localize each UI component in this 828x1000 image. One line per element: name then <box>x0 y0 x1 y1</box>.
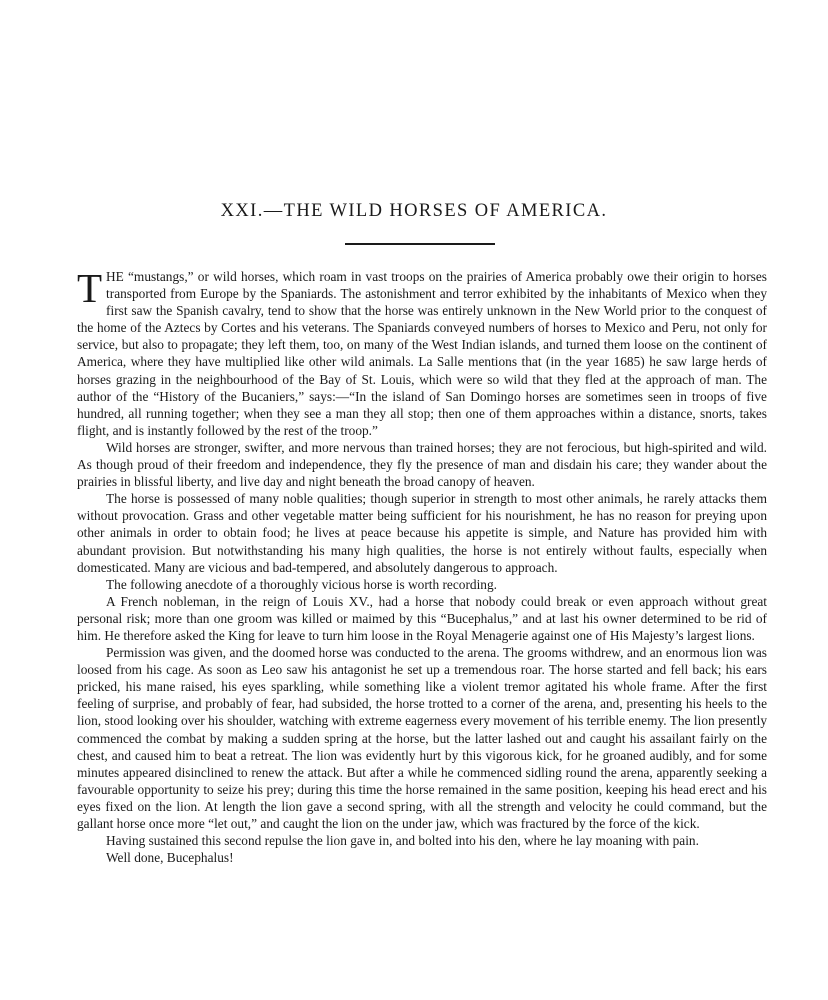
paragraph-7: Having sustained this second repulse the lion gave in, and bolted into his den, where he lay moaning with pain. <box>106 833 699 849</box>
paragraph-1-text: HE “mustangs,” or wild horses, which roam in vast troops on the prairies of America probably owe their origin to horses transported from Europe by the Spaniards. The astonishment and terror exhibited by the inhabitants of Mexico when they first saw the Spanish cavalry, tend to show that the horse was entirely unknown in the New World prior to the conquest of the home of the Aztecs by Cortes and his veterans. The Spaniards conveyed numbers of horses to Mexico and Peru, not only for service, but also to propagate; they left them, too, on many of the West Indian islands, and turned them loose on the continent of America, where they have multiplied like other wild animals. La Salle mentions that (in the year 1685) he saw large herds of horses grazing in the neighbourhood of the Bay of St. Louis, which were so wild that they fled at the approach of man. The author of the “History of the Bucaniers,” says:—“In the island of San Domingo horses are sometimes seen in troops of five hundred, all running together; when they see a man they all stop; then one of them approaches within a distance, snorts, takes flight, and is instantly followed by the rest of the troop.” <box>77 269 767 438</box>
drop-cap: T <box>77 265 103 311</box>
chapter-title: XXI.—THE WILD HORSES OF AMERICA. <box>220 201 608 221</box>
paragraph-6: Permission was given, and the doomed horse was conducted to the arena. The grooms withdrew, and an enormous lion was loosed from his cage. As soon as Leo saw his antagonist he set up a tremendous roar. The horse started and fell back; his ears pricked, his mane raised, his eyes sparkling, while something like a violent tremor agitated his whole frame. After the first feeling of surprise, and probably of fear, had subsided, the horse trotted to a corner of the arena, and, presenting his heels to the lion, stood looking over his shoulder, watching with extreme eagerness every movement of his terrible enemy. The lion presently commenced the combat by making a sudden spring at the horse, but the latter lashed out and caught his assailant fairly on the chest, and caused him to beat a retreat. The lion was evidently hurt by this vigorous kick, for he groaned audibly, and for some minutes appeared disinclined to renew the attack. But after a while he commenced sidling round the arena, apparently seeking a favourable opportunity to seize his prey; during this time the horse remained in the same position, keeping his head erect and his eyes fixed on the lion. At length the lion gave a second spring, with all the strength and velocity he could command, but the gallant horse once more “let out,” and caught the lion on the under jaw, which was fractured by the force of the kick. <box>77 645 767 831</box>
title-divider <box>345 243 495 245</box>
paragraph-1 <box>77 265 767 439</box>
paragraph-8: Well done, Bucephalus! <box>106 850 234 866</box>
paragraph-5: A French nobleman, in the reign of Louis XV., had a horse that nobody could break or even approach without great personal risk; more than one groom was killed or maimed by this “Bucephalus,” and at last his owner determined to be rid of him. He therefore asked the King for leave to turn him loose in the Royal Menagerie against one of His Majesty’s largest lions. <box>77 593 767 643</box>
paragraph-4: The following anecdote of a thoroughly vicious horse is worth recording. <box>106 576 497 592</box>
chapter-body <box>77 265 767 866</box>
paragraph-3: The horse is possessed of many noble qualities; though superior in strength to most other animals, he rarely attacks them without provocation. Grass and other vegetable matter being sufficient for his nourishment, he has no reason for preying upon other animals in order to obtain food; he lives at peace because his appetite is simple, and Nature has provided him with abundant provision. But notwithstanding his many high qualities, the horse is not entirely without faults, especially when domesticated. Many are vicious and bad-tempered, and absolutely dangerous to approach. <box>77 491 767 575</box>
paragraph-2: Wild horses are stronger, swifter, and more nervous than trained horses; they are not ferocious, but high-spirited and wild. As though proud of their freedom and independence, they fly the presence of man and disdain his care; they wander about the prairies in blissful liberty, and live day and night beneath the broad canopy of heaven. <box>77 439 767 490</box>
